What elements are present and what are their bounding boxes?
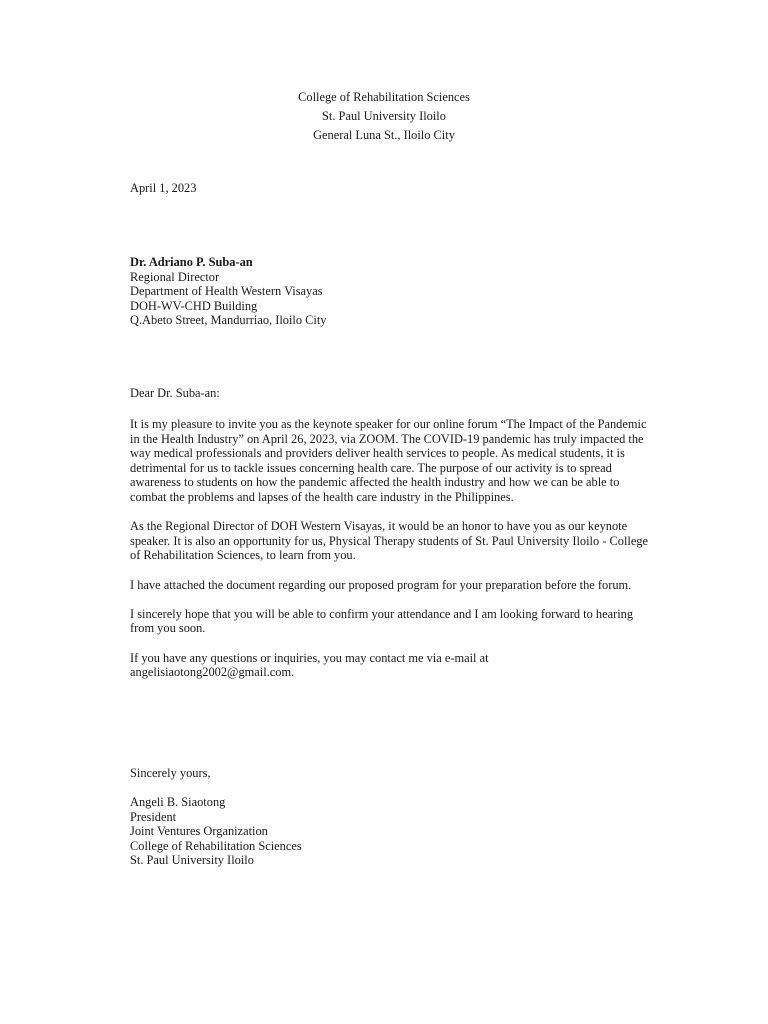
letterhead-address: General Luna St., Iloilo City — [313, 128, 455, 142]
signature-name: Angeli B. Siaotong — [130, 795, 226, 809]
letterhead-college: College of Rehabilitation Sciences — [298, 90, 470, 104]
closing: Sincerely yours, — [130, 766, 211, 780]
salutation: Dear Dr. Suba-an: — [130, 386, 220, 400]
letterhead-university: St. Paul University Iloilo — [322, 109, 446, 123]
body-paragraph-honor: As the Regional Director of DOH Western Visayas, it would be an honor to have you as our keynote speaker. It is also an opportunity for us, Physical Therapy students of St. Paul University Iloilo - College of Rehabilitation Sciences, to learn from you. — [130, 519, 649, 563]
signature-university: St. Paul University Iloilo — [130, 853, 254, 868]
signature-organization: Joint Ventures Organization — [130, 824, 268, 839]
recipient-address: Q.Abeto Street, Mandurriao, Iloilo City — [130, 313, 327, 328]
letterhead — [0, 88, 768, 145]
body-paragraph-invitation: It is my pleasure to invite you as the keynote speaker for our online forum “The Impact of the Pandemic in the Health Industry” on April 26, 2023, via ZOOM. The COVID-19 pandemic has truly impacted the way medical professionals and providers deliver health services to people. As medical students, it is detrimental for us to tackle issues concerning health care. The purpose of our activity is to spread awareness to students on how the pandemic affected the health industry and how we can be able to combat the problems and lapses of the health care industry in the Philippines. — [130, 417, 647, 504]
body-paragraph-confirmation: I sincerely hope that you will be able to confirm your attendance and I am looking forward to hearing from you soon. — [130, 606, 634, 636]
recipient-title: Regional Director — [130, 269, 220, 284]
recipient-block — [130, 255, 327, 328]
signature-block — [130, 795, 302, 868]
signature-position: President — [130, 809, 177, 824]
recipient-name: Dr. Adriano P. Suba-an — [130, 255, 253, 269]
body-paragraph-contact: If you have any questions or inquiries, you may contact me via e-mail at angelisiaotong2002@gmail.com. — [130, 650, 489, 680]
letter-date: April 1, 2023 — [130, 181, 197, 195]
letter-body — [130, 417, 650, 694]
recipient-department: Department of Health Western Visayas — [130, 284, 323, 299]
recipient-building: DOH-WV-CHD Building — [130, 298, 258, 313]
signature-college: College of Rehabilitation Sciences — [130, 838, 302, 853]
body-paragraph-attachment: I have attached the document regarding our proposed program for your preparation before the forum. — [130, 577, 632, 592]
